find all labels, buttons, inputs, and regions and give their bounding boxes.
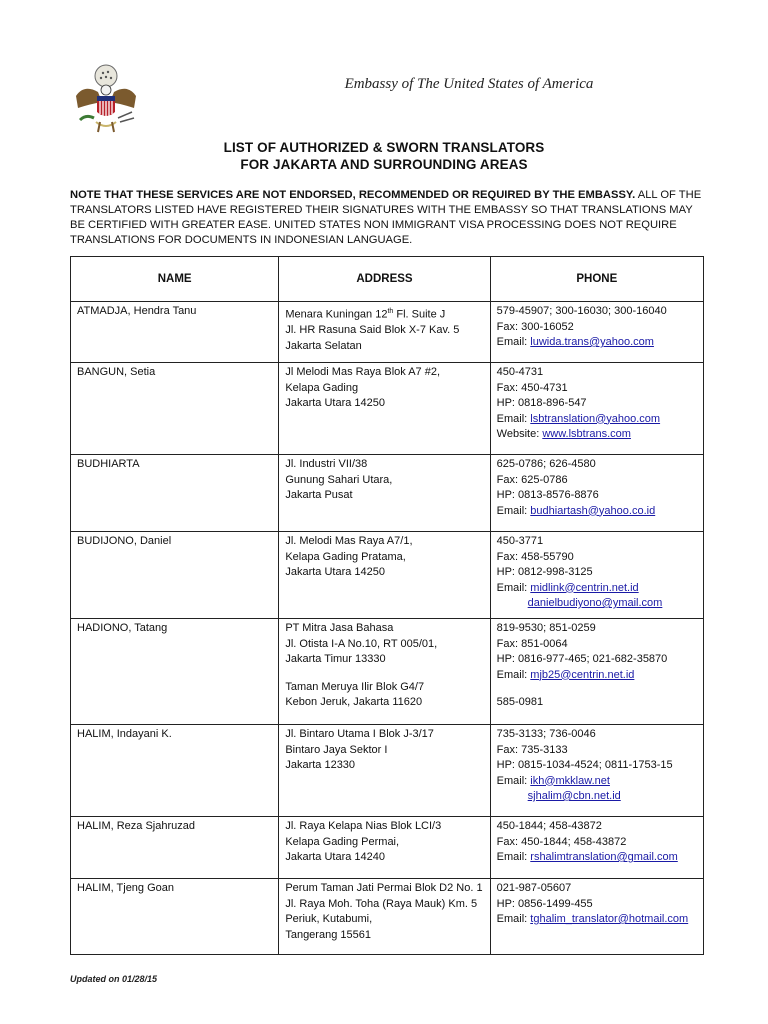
translator-address: [279, 879, 490, 955]
address-line: Bintaro Jaya Sektor I: [285, 743, 388, 756]
title-line-1: LIST OF AUTHORIZED & SWORN TRANSLATORS: [223, 140, 545, 155]
contact-line: [497, 695, 697, 711]
table-row: [71, 363, 704, 455]
header-phone: PHONE: [490, 257, 703, 302]
translator-contact: [490, 817, 703, 879]
contact-text: 585-0981: [496, 696, 544, 708]
address-line: Jl. Raya Moh. Toha (Raya Mauk) Km. 5: [285, 897, 478, 910]
address-line: Menara Kuningan 12th Fl. Suite J: [285, 308, 446, 321]
translator-name: HALIM, Tjeng Goan: [71, 879, 279, 955]
contact-text: HP: 0815-1034-4524; 0811-1753-15: [496, 759, 673, 771]
address-line: PT Mitra Jasa Bahasa: [285, 622, 394, 634]
website-link[interactable]: www.lsbtrans.com: [542, 428, 631, 440]
table-header-row: [71, 257, 704, 302]
updated-footer: Updated on 01/28/15: [70, 974, 158, 984]
contact-text: Email:: [496, 336, 531, 348]
contact-line: [497, 850, 697, 866]
contact-line: [497, 652, 697, 668]
contact-line: [497, 897, 697, 913]
translator-contact: [490, 879, 703, 955]
email-link[interactable]: lsbtranslation@yahoo.com: [530, 412, 661, 425]
translator-name: BUDIJONO, Daniel: [71, 532, 279, 619]
contact-text: Email:: [496, 668, 531, 681]
contact-text: HP: 0813-8576-8876: [496, 489, 599, 501]
address-line: Jakarta Utara 14250: [285, 397, 385, 409]
contact-line: [497, 335, 697, 351]
address-line: Jl. Bintaro Utama I Blok J-3/17: [285, 728, 434, 740]
contact-line: [497, 581, 697, 597]
contact-text: 819-9530; 851-0259: [496, 622, 596, 634]
translator-address: [279, 363, 490, 455]
contact-text: Fax: 458-55790: [496, 550, 574, 563]
contact-text: 625-0786; 626-4580: [496, 458, 596, 470]
translator-name: HALIM, Indayani K.: [71, 725, 279, 817]
contact-text: 579-45907; 300-16030; 300-16040: [496, 305, 667, 317]
contact-line: [497, 912, 697, 928]
contact-text: Fax: 735-3133: [496, 743, 568, 756]
contact-line: [497, 881, 697, 897]
translator-contact: [490, 455, 703, 532]
email-link[interactable]: ikh@mkklaw.net: [530, 774, 610, 787]
contact-text: HP: 0818-896-547: [496, 397, 587, 409]
email-link[interactable]: danielbudiyono@ymail.com: [527, 597, 663, 609]
address-line: Kelapa Gading Permai,: [285, 835, 400, 848]
address-line: Perum Taman Jati Permai Blok D2 No. 1: [285, 882, 483, 894]
address-line: Taman Meruya Ilir Blok G4/7: [285, 680, 425, 693]
translator-address: [279, 532, 490, 619]
contact-line: [497, 774, 697, 790]
contact-text: Fax: 851-0064: [496, 637, 568, 650]
contact-text: Email:: [496, 504, 531, 517]
email-link[interactable]: luwida.trans@yahoo.com: [530, 336, 654, 348]
contact-text: 450-3771: [496, 535, 544, 547]
contact-line: [497, 637, 697, 653]
contact-line: [497, 550, 697, 566]
email-link[interactable]: mjb25@centrin.net.id: [530, 668, 635, 681]
contact-text: HP: 0856-1499-455: [496, 897, 593, 910]
contact-line: [497, 596, 697, 612]
email-link[interactable]: midlink@centrin.net.id: [530, 581, 639, 594]
embassy-seal-logo: [70, 62, 142, 138]
address-line: Jl. HR Rasuna Said Blok X-7 Kav. 5: [285, 324, 460, 337]
address-line: Kebon Jeruk, Jakarta 11620: [285, 696, 423, 708]
contact-line: [497, 457, 697, 473]
address-line: Tangerang 15561: [285, 928, 371, 941]
translator-name: ATMADJA, Hendra Tanu: [71, 302, 279, 363]
contact-text: Email:: [496, 774, 531, 787]
address-line: Jakarta 12330: [285, 759, 356, 771]
email-link[interactable]: rshalimtranslation@gmail.com: [530, 851, 678, 863]
address-line: Kelapa Gading: [285, 381, 359, 394]
address-line: Gunung Sahari Utara,: [285, 473, 393, 486]
table-row: [71, 455, 704, 532]
contact-line: [497, 727, 697, 743]
contact-line: [497, 320, 697, 336]
address-line: Periuk, Kutabumi,: [285, 913, 373, 925]
address-line: [285, 668, 483, 680]
translator-contact: [490, 302, 703, 363]
translator-contact: [490, 363, 703, 455]
address-line: Jl. Otista I-A No.10, RT 005/01,: [285, 637, 438, 650]
contact-line: [497, 683, 697, 695]
contact-text: Email:: [496, 412, 531, 425]
contact-line: [497, 427, 697, 443]
contact-text: Email:: [496, 851, 531, 863]
contact-line: [497, 488, 697, 504]
embassy-heading: Embassy of The United States of America: [344, 76, 594, 92]
contact-text: 021-987-05607: [496, 882, 572, 894]
contact-line: [497, 758, 697, 774]
contact-line: [497, 412, 697, 428]
contact-line: [497, 789, 697, 805]
address-line: Jakarta Utara 14240: [285, 851, 385, 863]
contact-text: Fax: 450-4731: [496, 381, 568, 394]
table-row: [71, 619, 704, 725]
contact-line: [497, 365, 697, 381]
header-address: ADDRESS: [279, 257, 490, 302]
document-title: [0, 139, 768, 173]
contact-text: 450-1844; 458-43872: [496, 820, 602, 832]
address-line: Jakarta Timur 13330: [285, 653, 386, 665]
table-row: [71, 302, 704, 363]
address-line: Jl Melodi Mas Raya Blok A7 #2,: [285, 366, 441, 378]
address-line: Jl. Raya Kelapa Nias Blok LCI/3: [285, 820, 442, 832]
contact-text: HP: 0816-977-465; 021-682-35870: [496, 653, 668, 665]
address-line: Jakarta Pusat: [285, 489, 353, 501]
translator-address: [279, 725, 490, 817]
address-line: Jl. Industri VII/38: [285, 458, 368, 470]
translator-name: BANGUN, Setia: [71, 363, 279, 455]
table-row: [71, 879, 704, 955]
contact-line: [497, 304, 697, 320]
translator-address: [279, 619, 490, 725]
email-link[interactable]: tghalim_translator@hotmail.com: [530, 913, 689, 925]
translator-address: [279, 455, 490, 532]
contact-text: Email:: [496, 581, 531, 594]
contact-text: Email:: [496, 913, 531, 925]
contact-text: 735-3133; 736-0046: [496, 728, 596, 740]
address-line: Jakarta Selatan: [285, 339, 362, 352]
title-line-2: FOR JAKARTA AND SURROUNDING AREAS: [240, 157, 528, 172]
contact-line: [497, 621, 697, 637]
table-row: [71, 817, 704, 879]
contact-text: Website:: [496, 428, 543, 440]
disclaimer-note: [70, 188, 710, 248]
email-link[interactable]: budhiartash@yahoo.co.id: [530, 504, 656, 517]
translator-contact: [490, 619, 703, 725]
contact-line: [497, 743, 697, 759]
contact-line: [497, 396, 697, 412]
translator-name: BUDHIARTA: [71, 455, 279, 532]
translator-contact: [490, 725, 703, 817]
table-row: [71, 532, 704, 619]
address-line: Jakarta Utara 14250: [285, 566, 385, 578]
contact-line: [497, 381, 697, 397]
translator-name: HALIM, Reza Sjahruzad: [71, 817, 279, 879]
email-link[interactable]: sjhalim@cbn.net.id: [527, 790, 621, 802]
table-row: [71, 725, 704, 817]
disclaimer-bold: NOTE THAT THESE SERVICES ARE NOT ENDORSED, RECOMMENDED OR REQUIRED BY THE EMBASSY.: [70, 189, 636, 201]
contact-text: Fax: 625-0786: [496, 473, 568, 486]
translator-address: [279, 302, 490, 363]
header-name: NAME: [71, 257, 279, 302]
translator-contact: [490, 532, 703, 619]
contact-line: [497, 504, 697, 520]
translator-name: HADIONO, Tatang: [71, 619, 279, 725]
translator-address: [279, 817, 490, 879]
contact-line: [497, 835, 697, 851]
contact-line: [497, 534, 697, 550]
contact-text: Fax: 300-16052: [496, 320, 574, 333]
contact-text: 450-4731: [496, 366, 544, 378]
translators-table: [70, 256, 704, 955]
contact-text: HP: 0812-998-3125: [496, 566, 593, 578]
contact-line: [497, 473, 697, 489]
contact-text: Fax: 450-1844; 458-43872: [496, 835, 627, 848]
contact-line: [497, 668, 697, 684]
contact-line: [497, 565, 697, 581]
contact-line: [497, 819, 697, 835]
disclaimer-text: ALL OF THE TRANSLATORS LISTED HAVE REGISTERED THEIR SIGNATURES WITH THE EMBASSY SO THAT TRANSLATIONS MAY BE CERTIFIED WITH GREATER EASE. UNITED STATES NON IMMIGRANT VISA PROCESSING DOES NOT REQUIRE TRANSLATIONS FOR DOCUMENTS IN INDONESIAN LANGUAGE.: [70, 189, 702, 246]
address-line: Kelapa Gading Pratama,: [285, 550, 406, 563]
address-line: Jl. Melodi Mas Raya A7/1,: [285, 535, 413, 547]
